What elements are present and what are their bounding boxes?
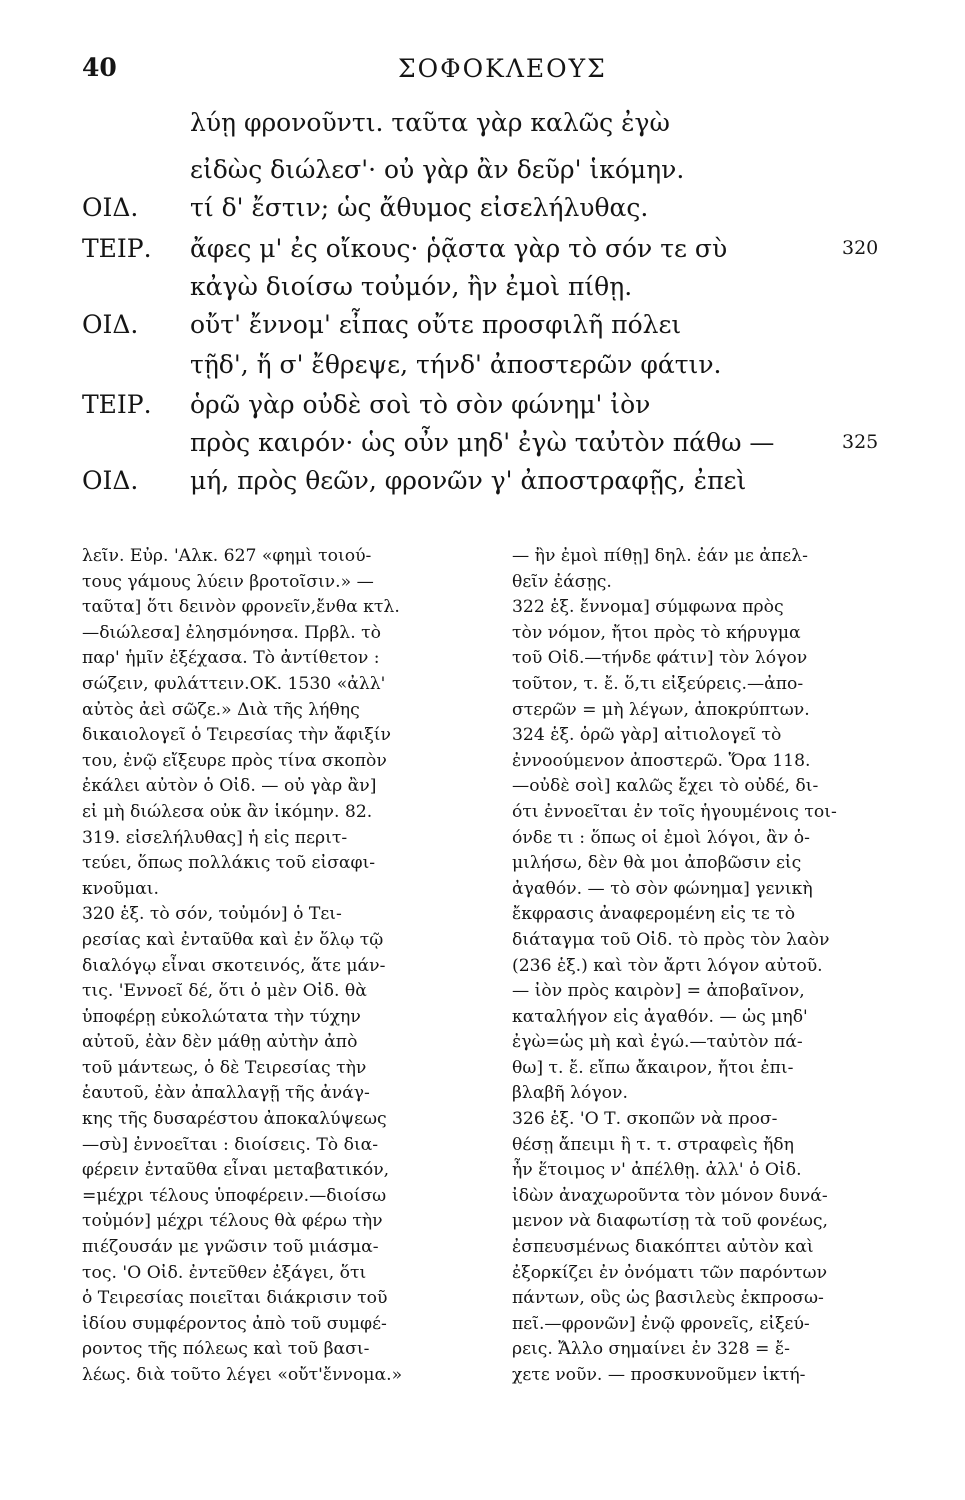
commentary-line: ρεσίας καὶ ἐνταῦθα καὶ ἐν ὅλῳ τῷ xyxy=(82,929,384,950)
commentary-line: στερῶν = μὴ λέγων, ἀποκρύπτων. xyxy=(512,699,810,720)
commentary-line: θεῖν ἐάσῃς. xyxy=(512,571,612,592)
verse-text: ἄφες μ' ἐς οἴκους· ῥᾷστα γὰρ τὸ σόν τε σὺ xyxy=(190,234,728,263)
commentary-line: (236 ἑξ.) καὶ τὸν ἄρτι λόγον αὐτοῦ. xyxy=(512,955,823,976)
commentary-line: πάντων, οὓς ὡς βασιλεὺς ἐκπροσω- xyxy=(512,1288,824,1309)
commentary-line: κης τῆς δυσαρέστου ἀποκαλύψεως xyxy=(82,1109,387,1130)
verse-line xyxy=(0,193,965,233)
verse-text: τῇδ', ἥ σ' ἔθρεψε, τήνδ' ἀποστερῶν φάτιν. xyxy=(190,350,722,379)
verse-line xyxy=(0,466,965,506)
commentary-line: —σὺ] ἐννοεῖται : διοίσεις. Τὸ δια- xyxy=(82,1134,379,1155)
commentary-line: παρ' ἡμῖν ἐξέχασα. Τὸ ἀντίθετον : xyxy=(82,648,380,669)
commentary-line: όνδε τι : ὅπως οἱ ἐμοὶ λόγοι, ἂν ὁ- xyxy=(512,827,810,848)
commentary-line: =μέχρι τέλους ὑποφέρειν.—διοίσω xyxy=(82,1185,387,1206)
commentary-line: καταλήγον εἰς ἀγαθόν. — ὡς μηδ' xyxy=(512,1006,808,1027)
commentary-line: —οὐδὲ σοὶ] καλῶς ἔχει τὸ οὐδέ, δι- xyxy=(512,776,819,797)
commentary-line: δικαιολογεῖ ὁ Τειρεσίας τὴν ἄφιξίν xyxy=(82,725,391,746)
verse-text: κἀγὼ διοίσω τοὐμόν, ἢν ἐμοὶ πίθῃ. xyxy=(190,272,633,301)
commentary-line: λεῖν. Εὐρ. 'Αλκ. 627 «φημὶ τοιού- xyxy=(82,546,372,566)
commentary-line: τους γάμους λύειν βροτοῖσιν.» — xyxy=(82,571,374,592)
commentary-line: τοὐμόν] μέχρι τέλους θὰ φέρω τὴν xyxy=(82,1211,383,1232)
commentary-right-column xyxy=(512,544,890,1389)
commentary-line: 319. εἰσελήλυθας] ἡ εἰς περιτ- xyxy=(82,827,348,848)
verse-text: λύῃ φρονοῦντι. ταῦτα γὰρ καλῶς ἐγὼ xyxy=(190,108,670,137)
commentary-line: — ἰὸν πρὸς καιρὸν] = ἀποβαῖνον, xyxy=(512,981,805,1002)
commentary-line: σώζειν, φυλάττειν.ΟΚ. 1530 «ἀλλ' xyxy=(82,673,386,694)
commentary-line: τοῦ μάντεως, ὁ δὲ Τειρεσίας τὴν xyxy=(82,1057,367,1078)
commentary-line: ρεις. Ἄλλο σημαίνει ἐν 328 = ἔ- xyxy=(512,1339,790,1360)
commentary-line: τοῦτον, τ. ἔ. ὅ,τι εἰξεύρεις.—ἀπο- xyxy=(512,673,804,694)
commentary-line: ἦν ἕτοιμος ν' ἀπέλθῃ. ἀλλ' ὁ Οἰδ. xyxy=(512,1160,802,1181)
commentary-line: μενον νὰ διαφωτίσῃ τὰ τοῦ φονέως, xyxy=(512,1211,828,1232)
commentary-line: τεύει, ὅπως πολλάκις τοῦ εἰσαφι- xyxy=(82,853,376,874)
commentary-line: πεῖ.—φρονῶν] ἐνῷ φρονεῖς, εἰξεύ- xyxy=(512,1313,810,1334)
speaker-label: ΤΕΙΡ. xyxy=(82,234,152,263)
commentary-line: 324 ἑξ. ὁρῶ γὰρ] αἰτιολογεῖ τὸ xyxy=(512,725,782,746)
commentary-line: χετε νοῦν. — προσκυνοῦμεν ἱκτή- xyxy=(512,1365,806,1385)
verse-text: οὔτ' ἔννομ' εἶπας οὔτε προσφιλῆ πόλει xyxy=(190,310,682,339)
commentary-line: φέρειν ἐνταῦθα εἶναι μεταβατικόν, xyxy=(82,1160,390,1181)
commentary-line: ροντος τῆς πόλεως καὶ τοῦ βασι- xyxy=(82,1339,370,1360)
commentary-line: ἀγαθόν. — τὸ σὸν φώνημα] γενικὴ xyxy=(512,878,813,899)
commentary-line: ἐξορκίζει ἐν ὀνόματι τῶν παρόντων xyxy=(512,1262,828,1283)
verse-text: τί δ' ἔστιν; ὡς ἄθυμος εἰσελήλυθας. xyxy=(190,193,649,222)
commentary-line: ότι ἐννοεῖται ἐν τοῖς ἡγουμένοις τοι- xyxy=(512,801,837,822)
commentary-line: ὁ Τειρεσίας ποιεῖται διάκρισιν τοῦ xyxy=(82,1288,388,1309)
commentary-line: βλαβῆ λόγον. xyxy=(512,1083,628,1104)
commentary-line: πιέζουσάν με γνῶσιν τοῦ μιάσμα- xyxy=(82,1237,379,1258)
commentary-line: ἰδίου συμφέροντος ἀπὸ τοῦ συμφέ- xyxy=(82,1313,387,1334)
commentary-line: ἔκφρασις ἀναφερομένη εἰς τε τὸ xyxy=(512,904,796,925)
commentary-line: ἐσπευσμένως διακόπτει αὐτὸν καὶ xyxy=(512,1237,814,1258)
commentary-line: 322 ἑξ. ἔννομα] σύμφωνα πρὸς xyxy=(512,597,784,618)
verse-line xyxy=(0,350,965,390)
verse-text: ὁρῶ γὰρ οὐδὲ σοὶ τὸ σὸν φώνημ' ἰὸν xyxy=(190,390,651,419)
page-number: 40 xyxy=(82,53,117,82)
verse-text: πρὸς καιρόν· ὡς οὖν μηδ' ἐγὼ ταὐτὸν πάθω — xyxy=(190,428,775,457)
verse-line xyxy=(0,310,965,350)
commentary-line: ἐκάλει αὐτὸν ὁ Οἰδ. — οὐ γὰρ ἂν] xyxy=(82,776,377,797)
verse-line xyxy=(0,155,965,195)
commentary-line: τις. 'Εννοεῖ δέ, ὅτι ὁ μὲν Οἰδ. θὰ xyxy=(82,981,367,1002)
speaker-label: ΟΙΔ. xyxy=(82,466,139,495)
commentary-line: ὑποφέρῃ εὐκολώτατα τὴν τύχην xyxy=(82,1006,361,1027)
commentary-line: θω] τ. ἔ. εἴπω ἄκαιρον, ἤτοι ἐπι- xyxy=(512,1057,794,1078)
commentary-line: τὸν νόμον, ἤτοι πρὸς τὸ κήρυγμα xyxy=(512,622,801,643)
verse-text: μή, πρὸς θεῶν, φρονῶν γ' ἀποστραφῇς, ἐπεὶ xyxy=(190,466,747,495)
commentary-line: διάταγμα τοῦ Οἰδ. τὸ πρὸς τὸν λαὸν xyxy=(512,929,830,950)
speaker-label: ΟΙΔ. xyxy=(82,193,139,222)
commentary-line: εἰ μὴ διώλεσα οὐκ ἂν ἱκόμην. 82. xyxy=(82,801,373,822)
commentary-line: τοῦ Οἰδ.—τήνδε φάτιν] τὸν λόγον xyxy=(512,648,808,669)
verse-line xyxy=(0,390,965,430)
commentary-line: διαλόγῳ εἶναι σκοτεινός, ἅτε μάν- xyxy=(82,955,386,976)
line-number: 325 xyxy=(842,431,879,453)
commentary-line: 320 ἑξ. τὸ σόν, τοὐμόν] ὁ Τει- xyxy=(82,904,342,925)
commentary-line: ἰδὼν ἀναχωροῦντα τὸν μόνον δυνά- xyxy=(512,1185,828,1206)
commentary-line: κνοῦμαι. xyxy=(82,878,159,899)
commentary-line: λέως. διὰ τοῦτο λέγει «οὔτ'ἔννομα.» xyxy=(82,1365,403,1385)
commentary-left-column xyxy=(82,544,492,1389)
commentary-line: μιλήσω, δὲν θὰ μοι ἀποβῶσιν εἰς xyxy=(512,853,802,874)
commentary-line: 326 ἑξ. 'Ο Τ. σκοπῶν νὰ προσ- xyxy=(512,1109,778,1130)
verse-line xyxy=(0,272,965,312)
commentary-line: ἑαυτοῦ, ἐὰν ἀπαλλαγῇ τῆς ἀνάγ- xyxy=(82,1083,370,1104)
verse-line xyxy=(0,108,965,148)
verse-text: εἰδὼς διώλεσ'· οὐ γὰρ ἂν δεῦρ' ἱκόμην. xyxy=(190,155,685,184)
running-title: ΣΟΦΟΚΛΕΟΥΣ xyxy=(398,54,607,83)
speaker-label: ΟΙΔ. xyxy=(82,310,139,339)
speaker-label: ΤΕΙΡ. xyxy=(82,390,152,419)
commentary-line: θέσῃ ἄπειμι ἢ τ. τ. στραφεὶς ἤδη xyxy=(512,1134,794,1155)
commentary-line: ἐννοούμενον ἀποστερῶ. Ὅρα 118. xyxy=(512,750,811,771)
commentary-line: του, ἐνῷ εἴξευρε πρὸς τίνα σκοπὸν xyxy=(82,750,387,771)
line-number: 320 xyxy=(842,237,879,259)
commentary-line: αὐτοῦ, ἐὰν δὲν μάθῃ αὐτὴν ἀπὸ xyxy=(82,1032,358,1053)
commentary-line: τος. 'Ο Οἰδ. ἐντεῦθεν ἐξάγει, ὅτι xyxy=(82,1262,367,1283)
verse-line xyxy=(0,234,965,274)
commentary-line: αὐτὸς ἀεὶ σῶζε.» Διὰ τῆς λήθης xyxy=(82,699,360,720)
verse-line xyxy=(0,428,965,468)
commentary-line: ἐγὼ=ὡς μὴ καὶ ἐγώ.—ταὐτὸν πά- xyxy=(512,1032,803,1053)
commentary-line: — ἢν ἐμοὶ πίθῃ] δηλ. ἐάν με ἀπελ- xyxy=(512,546,808,566)
commentary-line: —διώλεσα] ἐλησμόνησα. Πρβλ. τὸ xyxy=(82,622,381,643)
commentary-line: ταῦτα] ὅτι δεινὸν φρονεῖν,ἔνθα κτλ. xyxy=(82,597,400,618)
